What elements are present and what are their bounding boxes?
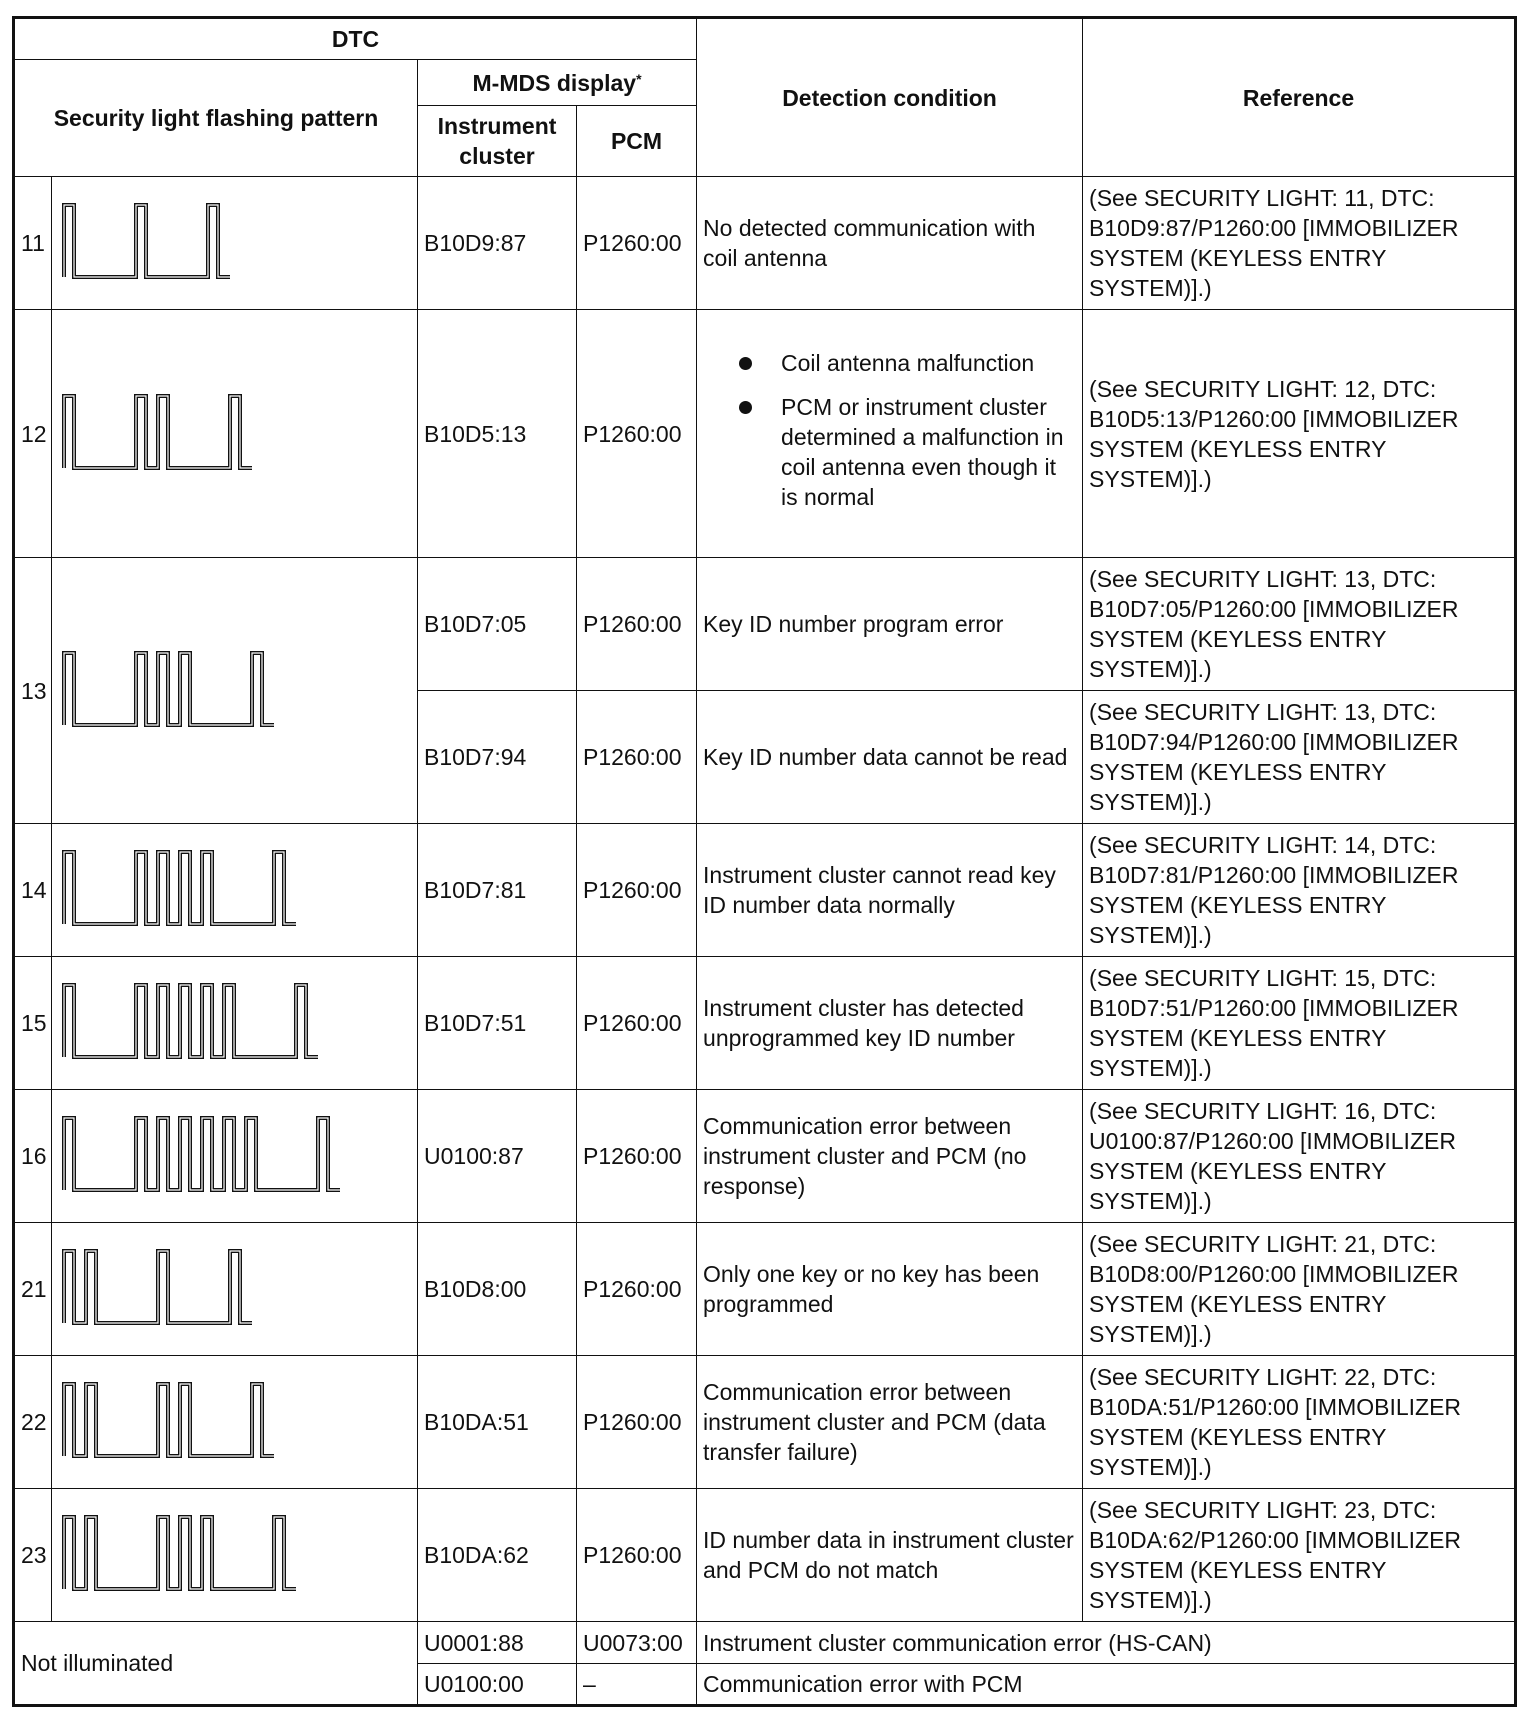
flash-pattern [52, 1356, 418, 1489]
detection-condition: Key ID number program error [697, 558, 1083, 691]
dtc-number: 14 [14, 824, 52, 957]
reference-text: (See SECURITY LIGHT: 14, DTC: B10D7:81/P1260:00 [IMMOBILIZER SYSTEM (KEYLESS ENTRY SYSTEM)].) [1083, 824, 1516, 957]
dtc-row-14 [14, 824, 1516, 957]
detection-condition: Key ID number data cannot be read [697, 691, 1083, 824]
cluster-code: B10D7:94 [418, 691, 577, 824]
detection-condition: No detected communication with coil antenna [697, 177, 1083, 310]
not-illuminated-row-a [14, 1622, 1516, 1664]
bullet-text: PCM or instrument cluster determined a malfunction in coil antenna even though it is normal [781, 393, 1064, 510]
pcm-code: P1260:00 [577, 691, 697, 824]
reference-text: (See SECURITY LIGHT: 21, DTC: B10D8:00/P1260:00 [IMMOBILIZER SYSTEM (KEYLESS ENTRY SYSTEM)].) [1083, 1223, 1516, 1356]
reference-text: (See SECURITY LIGHT: 23, DTC: B10DA:62/P1260:00 [IMMOBILIZER SYSTEM (KEYLESS ENTRY SYSTEM)].) [1083, 1489, 1516, 1622]
flash-pattern [52, 824, 418, 957]
flash-pattern [52, 558, 418, 824]
detection-condition: Communication error with PCM [697, 1664, 1516, 1706]
dtc-number: 16 [14, 1090, 52, 1223]
dtc-header: DTC [14, 18, 697, 60]
detection-condition: Communication error between instrument cluster and PCM (data transfer failure) [697, 1356, 1083, 1489]
detection-condition: Communication error between instrument cluster and PCM (no response) [697, 1090, 1083, 1223]
dtc-row-21 [14, 1223, 1516, 1356]
dtc-row-15 [14, 957, 1516, 1090]
bullet-icon [739, 357, 752, 370]
detection-condition [697, 310, 1083, 558]
cluster-code: B10DA:51 [418, 1356, 577, 1489]
dtc-number: 23 [14, 1489, 52, 1622]
flash-pattern [52, 957, 418, 1090]
bullet-text: Coil antenna malfunction [781, 349, 1035, 376]
mmds-display-label: M-MDS display [472, 69, 637, 96]
waveform-inner [64, 852, 296, 924]
dtc-row-22 [14, 1356, 1516, 1489]
dtc-number: 15 [14, 957, 52, 1090]
pcm-header: PCM [577, 106, 697, 177]
cluster-code: B10D7:05 [418, 558, 577, 691]
reference-text: (See SECURITY LIGHT: 11, DTC: B10D9:87/P1260:00 [IMMOBILIZER SYSTEM (KEYLESS ENTRY SYSTEM)].) [1083, 177, 1516, 310]
detection-condition: Instrument cluster communication error (HS-CAN) [697, 1622, 1516, 1664]
cluster-code: U0100:87 [418, 1090, 577, 1223]
security-light-header: Security light flashing pattern [14, 60, 418, 177]
waveform-outline [64, 985, 318, 1057]
detection-condition-header: Detection condition [697, 18, 1083, 177]
detection-condition: Instrument cluster cannot read key ID number data normally [697, 824, 1083, 957]
footnote-mark: * [636, 70, 642, 87]
not-illuminated-label: Not illuminated [14, 1622, 418, 1706]
flash-pattern [52, 1223, 418, 1356]
pcm-code: P1260:00 [577, 1223, 697, 1356]
pcm-code: P1260:00 [577, 957, 697, 1090]
flash-pattern [52, 1090, 418, 1223]
dtc-row-12 [14, 310, 1516, 558]
cluster-code: B10D9:87 [418, 177, 577, 310]
cluster-code: B10D7:51 [418, 957, 577, 1090]
reference-text: (See SECURITY LIGHT: 16, DTC: U0100:87/P1260:00 [IMMOBILIZER SYSTEM (KEYLESS ENTRY SYSTEM)].) [1083, 1090, 1516, 1223]
pcm-code: P1260:00 [577, 1489, 697, 1622]
waveform-inner [64, 396, 252, 468]
dtc-number: 21 [14, 1223, 52, 1356]
dtc-number: 22 [14, 1356, 52, 1489]
reference-header: Reference [1083, 18, 1516, 177]
pcm-code: P1260:00 [577, 1090, 697, 1223]
detection-condition: Instrument cluster has detected unprogrammed key ID number [697, 957, 1083, 1090]
cluster-code: B10DA:62 [418, 1489, 577, 1622]
reference-text: (See SECURITY LIGHT: 13, DTC: B10D7:94/P1260:00 [IMMOBILIZER SYSTEM (KEYLESS ENTRY SYSTEM)].) [1083, 691, 1516, 824]
waveform-outline [64, 205, 230, 277]
pcm-code: – [577, 1664, 697, 1706]
dtc-row-23 [14, 1489, 1516, 1622]
dtc-number: 11 [14, 177, 52, 310]
cluster-code: U0001:88 [418, 1622, 577, 1664]
dtc-row-13a [14, 558, 1516, 691]
detection-condition: ID number data in instrument cluster and PCM do not match [697, 1489, 1083, 1622]
waveform-inner [64, 1118, 340, 1190]
waveform-inner [64, 1517, 296, 1589]
dtc-number: 13 [14, 558, 52, 824]
condition-bullet-list [703, 348, 1076, 512]
pcm-code: P1260:00 [577, 310, 697, 558]
pcm-code: P1260:00 [577, 824, 697, 957]
condition-bullet [763, 348, 1076, 378]
pcm-code: U0073:00 [577, 1622, 697, 1664]
cluster-code: B10D5:13 [418, 310, 577, 558]
dtc-row-16 [14, 1090, 1516, 1223]
flash-pattern [52, 1489, 418, 1622]
pcm-code: P1260:00 [577, 1356, 697, 1489]
cluster-code: U0100:00 [418, 1664, 577, 1706]
reference-text: (See SECURITY LIGHT: 12, DTC: B10D5:13/P1260:00 [IMMOBILIZER SYSTEM (KEYLESS ENTRY SYSTEM)].) [1083, 310, 1516, 558]
detection-condition: Only one key or no key has been programmed [697, 1223, 1083, 1356]
waveform-outline [64, 653, 274, 725]
condition-bullet [763, 392, 1076, 512]
dtc-row-11 [14, 177, 1516, 310]
bullet-icon [739, 401, 752, 414]
instrument-cluster-header: Instrument cluster [418, 106, 577, 177]
dtc-table [12, 16, 1517, 1707]
reference-text: (See SECURITY LIGHT: 15, DTC: B10D7:51/P1260:00 [IMMOBILIZER SYSTEM (KEYLESS ENTRY SYSTEM)].) [1083, 957, 1516, 1090]
pcm-code: P1260:00 [577, 177, 697, 310]
flash-pattern [52, 310, 418, 558]
reference-text: (See SECURITY LIGHT: 13, DTC: B10D7:05/P1260:00 [IMMOBILIZER SYSTEM (KEYLESS ENTRY SYSTEM)].) [1083, 558, 1516, 691]
cluster-code: B10D7:81 [418, 824, 577, 957]
flash-pattern [52, 177, 418, 310]
cluster-code: B10D8:00 [418, 1223, 577, 1356]
pcm-code: P1260:00 [577, 558, 697, 691]
dtc-number: 12 [14, 310, 52, 558]
mmds-display-header [418, 60, 697, 106]
reference-text: (See SECURITY LIGHT: 22, DTC: B10DA:51/P1260:00 [IMMOBILIZER SYSTEM (KEYLESS ENTRY SYSTEM)].) [1083, 1356, 1516, 1489]
waveform-inner [64, 1251, 252, 1323]
